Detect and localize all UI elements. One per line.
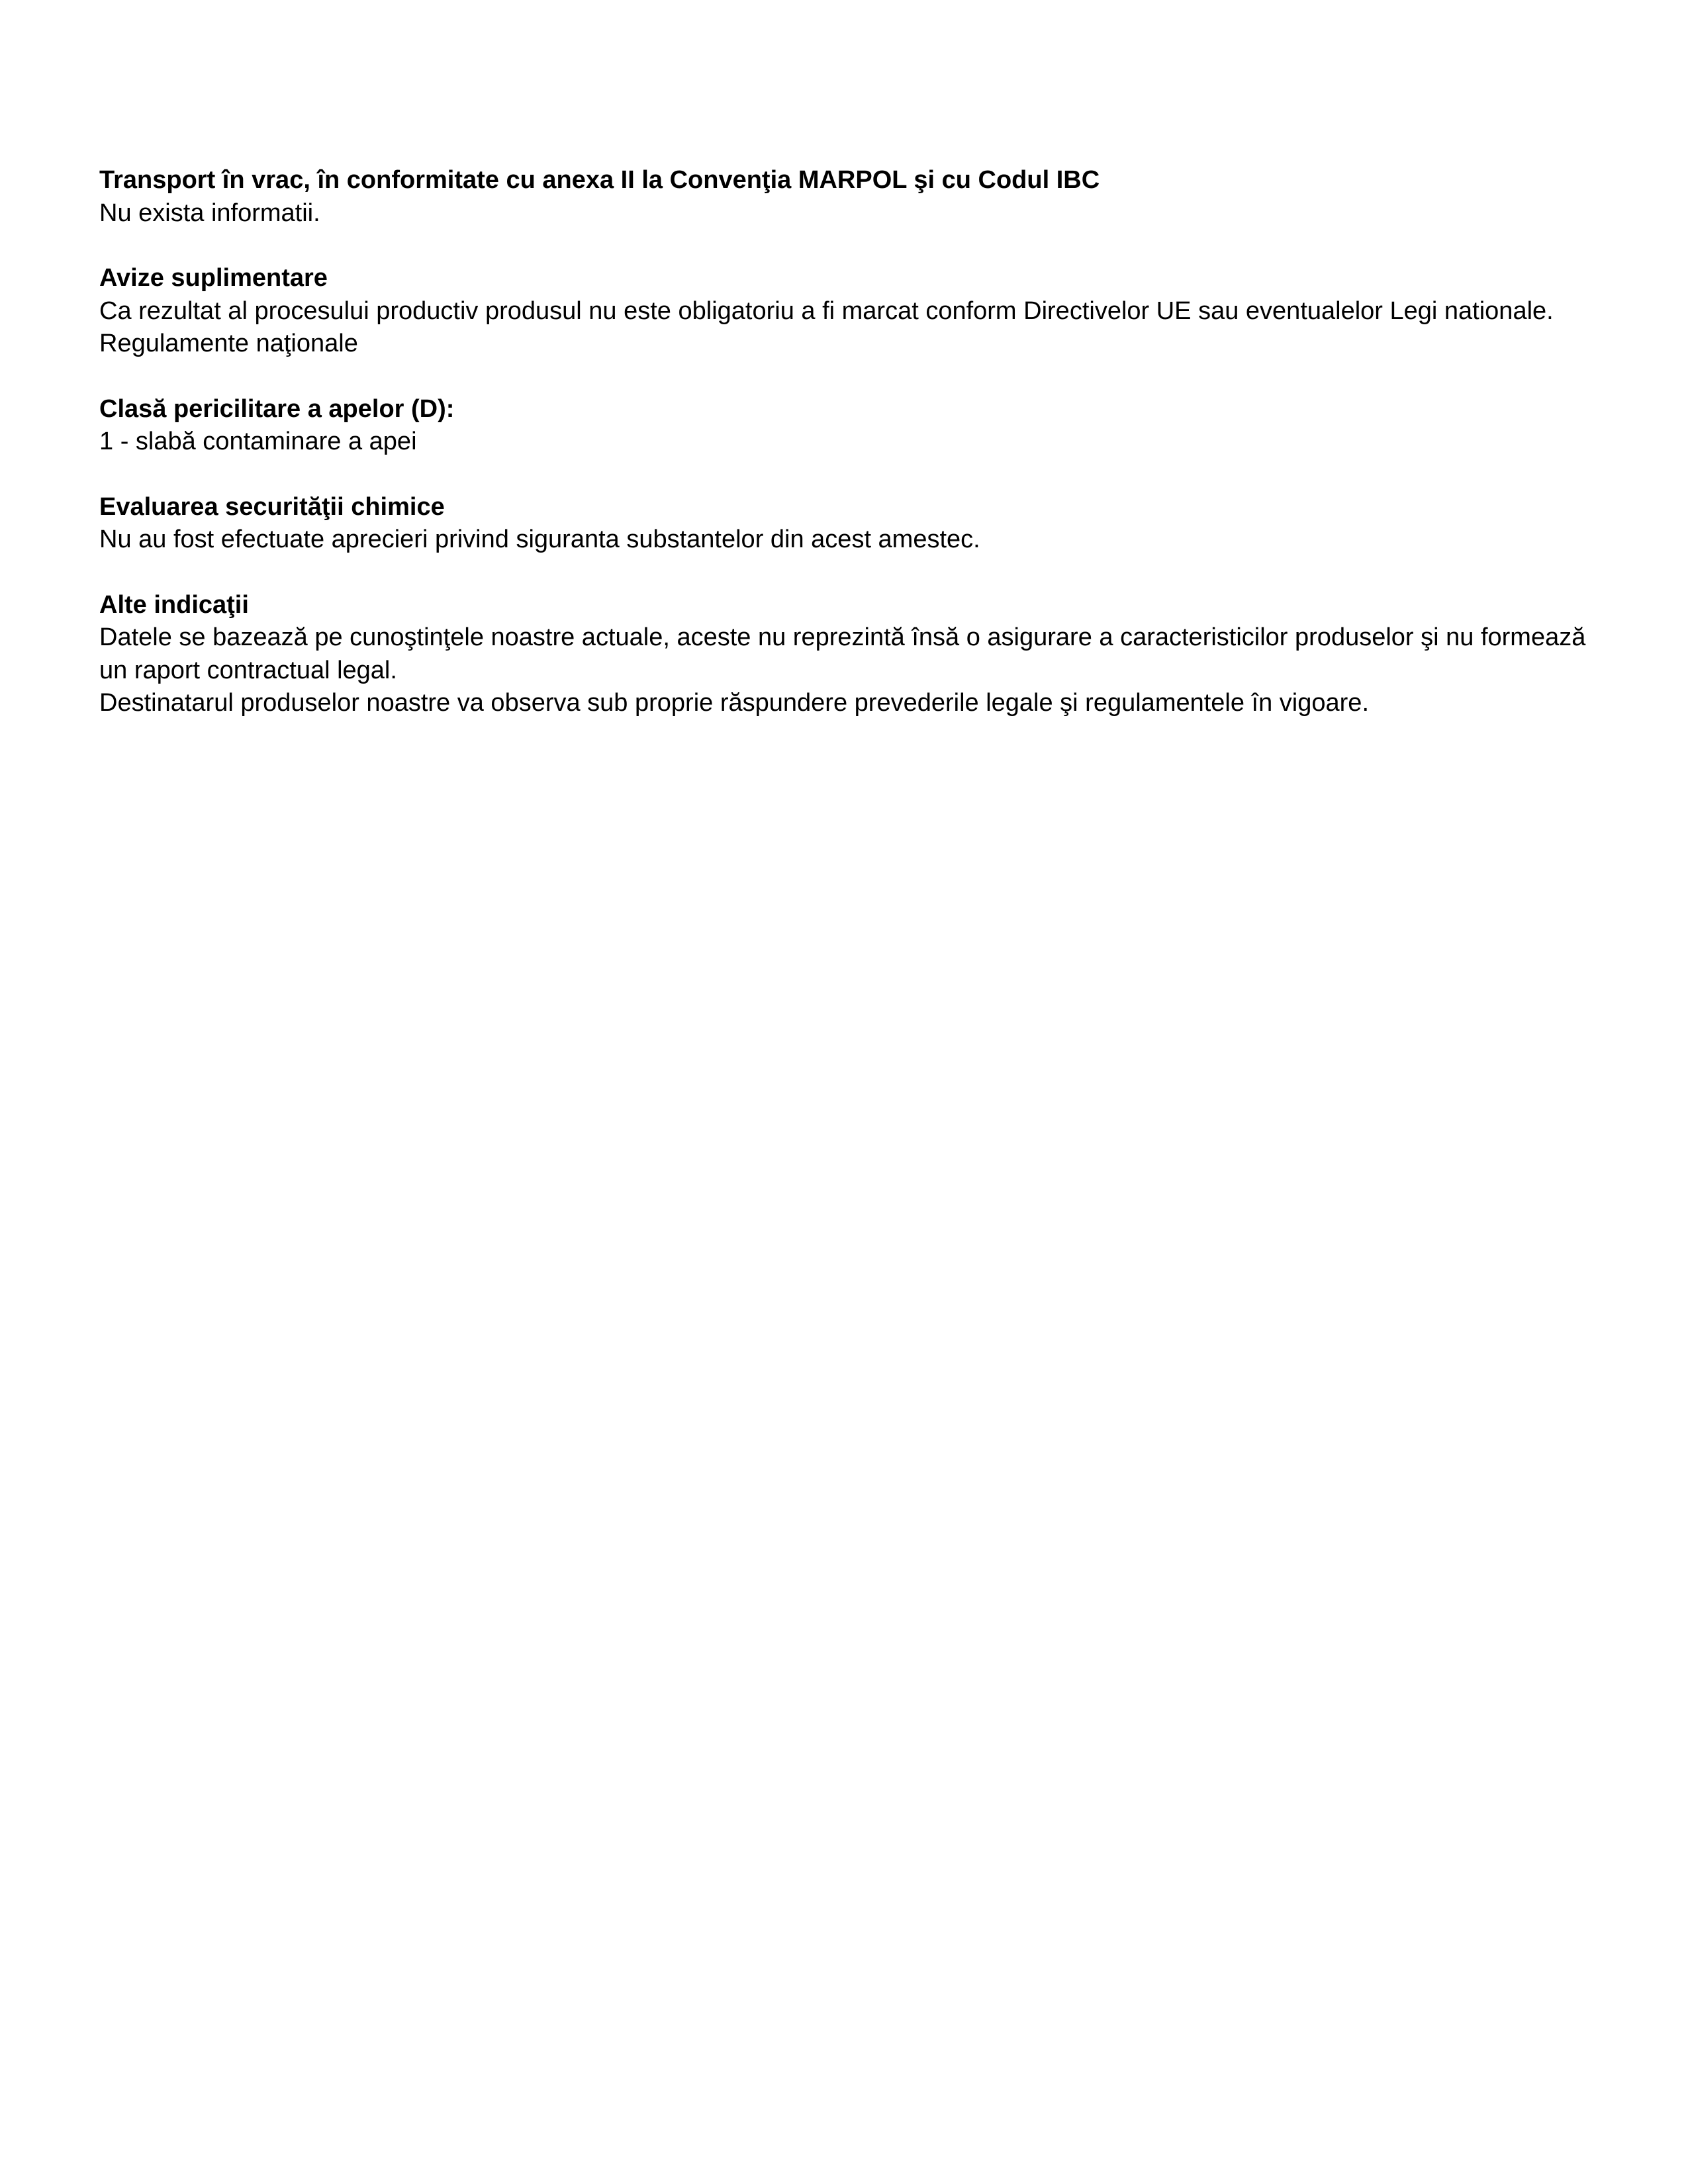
section-text: 1 - slabă contaminare a apei (99, 428, 417, 455)
section-text: Nu au fost efectuate aprecieri privind siguranta substantelor din acest amestec. (99, 525, 980, 553)
section-heading: Clasă pericilitare a apelor (D): (99, 394, 455, 423)
section-water-hazard-class (99, 393, 1589, 459)
section-text: Nu exista informatii. (99, 199, 320, 227)
section-chemical-safety-assessment (99, 491, 1589, 557)
section-heading: Transport în vrac, în conformitate cu anexa II la Convenţia MARPOL şi cu Codul IBC (99, 166, 1100, 194)
section-text: Destinatarul produselor noastre va observa sub proprie răspundere prevederile legale şi regulamentele în vigoare. (99, 689, 1369, 717)
section-heading: Evaluarea securităţii chimice (99, 492, 445, 521)
section-text: Regulamente naţionale (99, 330, 358, 357)
document-page (99, 164, 1589, 752)
section-text: Datele se bazează pe cunoştinţele noastre actuale, aceste nu reprezintă însă o asigurare a caracteristicilor produselor şi nu formează (99, 623, 1586, 651)
section-text: un raport contractual legal. (99, 656, 397, 684)
section-text: Ca rezultat al procesului productiv produsul nu este obligatoriu a fi marcat conform Directivelor UE sau eventualelor Legi nationale. (99, 296, 1554, 325)
section-heading: Alte indicaţii (99, 590, 249, 619)
section-heading: Avize suplimentare (99, 264, 328, 292)
section-other-information (99, 589, 1589, 720)
section-additional-notices (99, 262, 1589, 361)
section-bulk-transport (99, 164, 1589, 230)
